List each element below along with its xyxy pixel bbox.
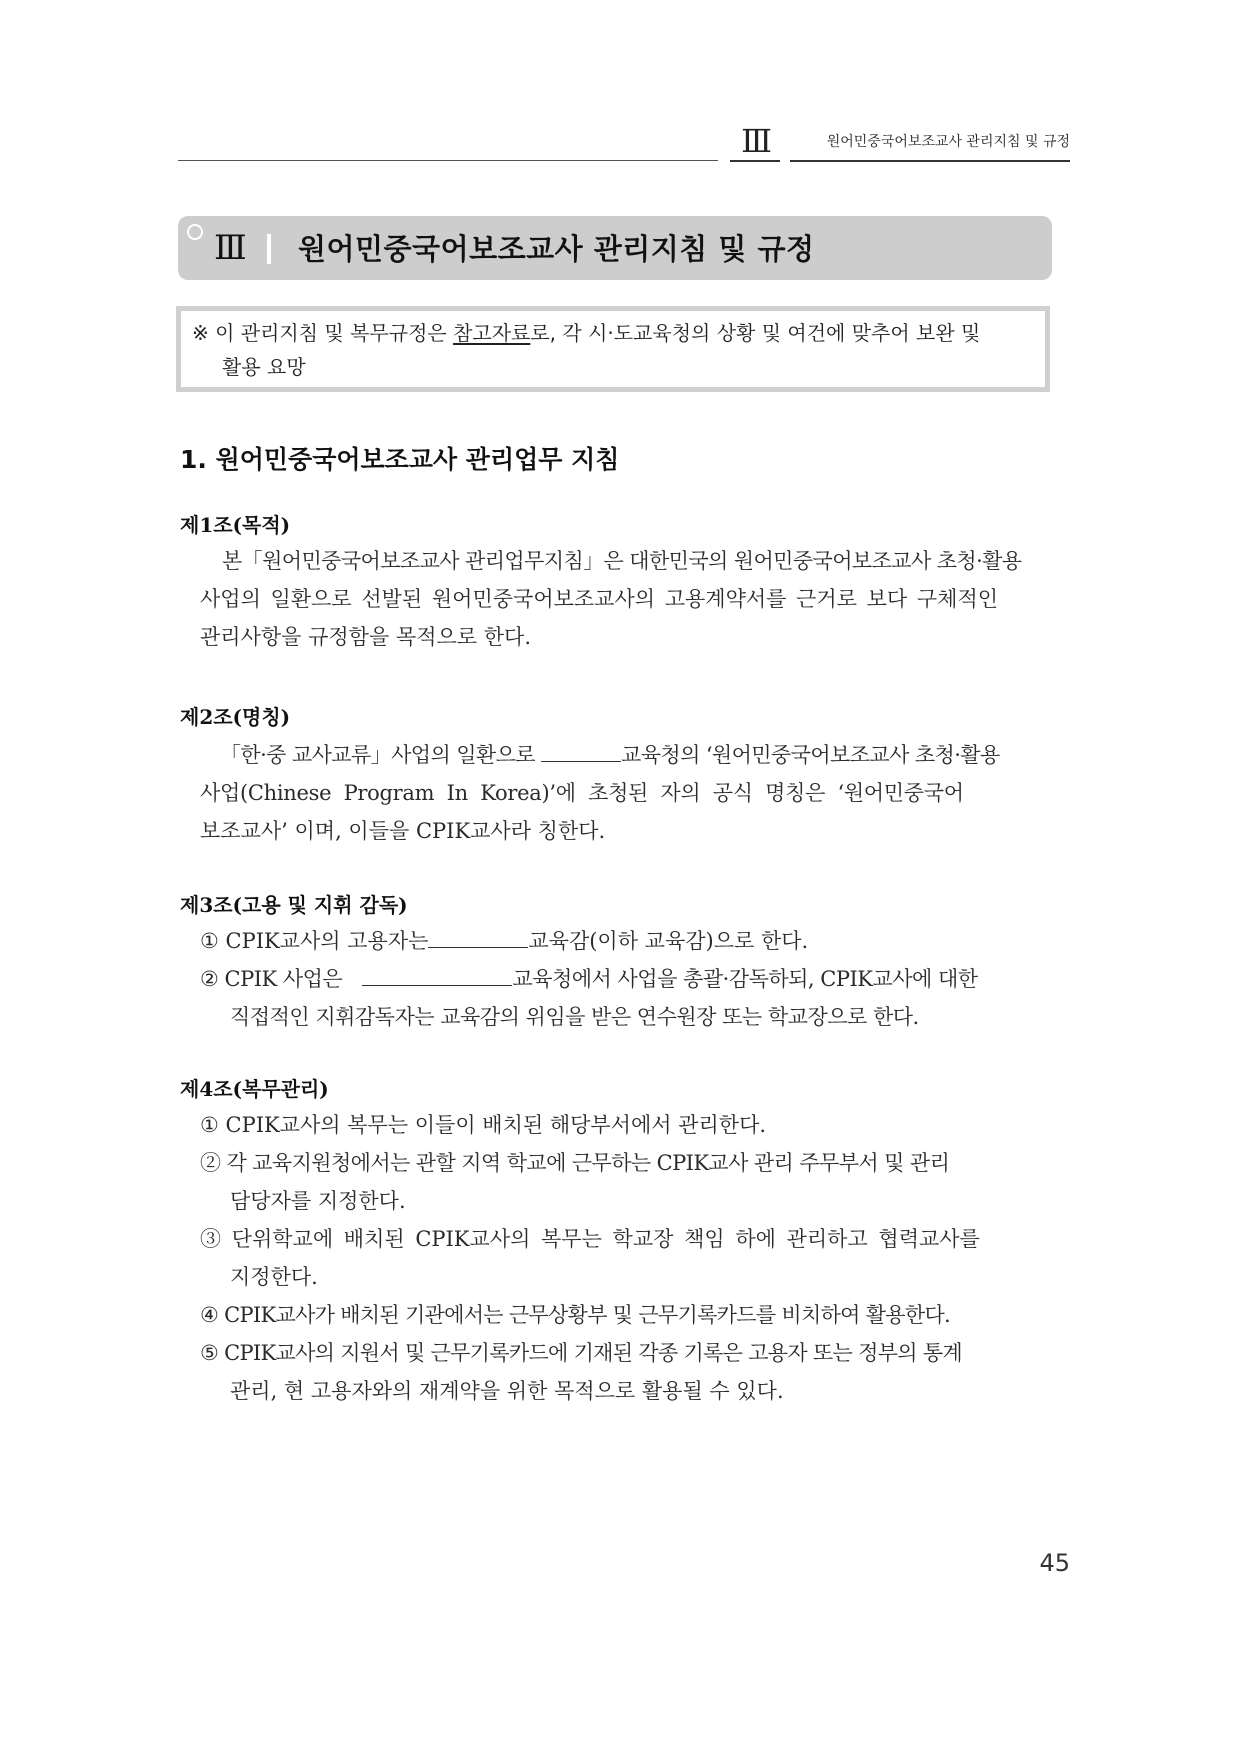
article-2-title: 제2조(명칭): [180, 705, 291, 729]
article-4-item-2-cont: 담당자를 지정한다.: [230, 1189, 406, 1213]
article-4-item-3: ③ 단위학교에 배치된 CPIK교사의 복무는 학교장 책임 하에 관리하고 협력교사를: [200, 1227, 980, 1251]
page-number: 45: [1039, 1549, 1070, 1577]
article-2-line-3: 보조교사’ 이며, 이들을 CPIK교사라 칭한다.: [200, 819, 606, 843]
notice-line-2: 활용 요망: [222, 355, 306, 379]
header-rule-right: [790, 160, 1070, 162]
article-4-item-5-cont: 관리, 현 고용자와의 재계약을 위한 목적으로 활용될 수 있다.: [230, 1379, 784, 1403]
article-3-title: 제3조(고용 및 지휘 감독): [180, 893, 408, 917]
article-3-item-1: ① CPIK교사의 고용자는 교육감(이하 교육감)으로 한다.: [200, 929, 809, 953]
fill-in-blank[interactable]: [362, 965, 512, 986]
fill-in-blank[interactable]: [428, 927, 528, 948]
header-chapter-mark: Ⅲ: [741, 122, 769, 160]
article-1-line-1: 본「원어민중국어보조교사 관리업무지침」은 대한민국의 원어민중국어보조교사 초청·활용: [222, 549, 1022, 573]
banner-title: 원어민중국어보조교사 관리지침 및 규정: [298, 232, 815, 266]
article-4-item-5: ⑤ CPIK교사의 지원서 및 근무기록카드에 기재된 각종 기록은 고용자 또는 정부의 통계: [200, 1341, 962, 1365]
article-4-item-3-cont: 지정한다.: [230, 1265, 318, 1289]
article-1-line-3: 관리사항을 규정함을 목적으로 한다.: [200, 625, 531, 649]
header-rule-mark: [730, 160, 780, 162]
notice-underlined-term: 참고자료: [453, 321, 531, 345]
fill-in-blank[interactable]: [541, 741, 621, 762]
section-heading: 1. 원어민중국어보조교사 관리업무 지침: [180, 445, 620, 474]
notice-line-1: [192, 318, 1042, 348]
article-1-title: 제1조(목적): [180, 513, 291, 537]
article-3-item-2-cont: 직접적인 지휘감독자는 교육감의 위임을 받은 연수원장 또는 학교장으로 한다.: [230, 1005, 919, 1029]
banner-chapter-number: Ⅲ: [214, 228, 244, 268]
article-1-line-2: 사업의 일환으로 선발된 원어민중국어보조교사의 고용계약서를 근거로 보다 구체적인: [200, 587, 999, 611]
banner-divider: [267, 234, 271, 264]
article-2-line-2: 사업(Chinese Program In Korea)’에 초청된 자의 공식 명칭은 ‘원어민중국어: [200, 781, 964, 805]
article-3-item-2: ② CPIK 사업은 교육청에서 사업을 총괄·감독하되, CPIK교사에 대한: [200, 967, 978, 991]
article-4-item-2: ② 각 교육지원청에서는 관할 지역 학교에 근무하는 CPIK교사 관리 주무부서 및 관리: [200, 1151, 950, 1175]
article-4-item-4: ④ CPIK교사가 배치된 기관에서는 근무상황부 및 근무기록카드를 비치하여 활용한다.: [200, 1303, 951, 1327]
article-4-item-1: ① CPIK교사의 복무는 이들이 배치된 해당부서에서 관리한다.: [200, 1113, 767, 1137]
notice-text-part: ※ 이 관리지침 및 복무규정은 참고자료로, 각 시·도교육청의 상황 및 여건에 맞추어 보완 및: [192, 321, 981, 345]
header-running-title: 원어민중국어보조교사 관리지침 및 규정: [826, 134, 1070, 150]
banner-circle-icon: [187, 224, 203, 240]
article-2-line-1: 「한·중 교사교류」사업의 일환으로 교육청의 ‘원어민중국어보조교사 초청·활용: [220, 743, 1000, 767]
article-4-title: 제4조(복무관리): [180, 1077, 329, 1101]
header-rule-left: [178, 160, 718, 161]
